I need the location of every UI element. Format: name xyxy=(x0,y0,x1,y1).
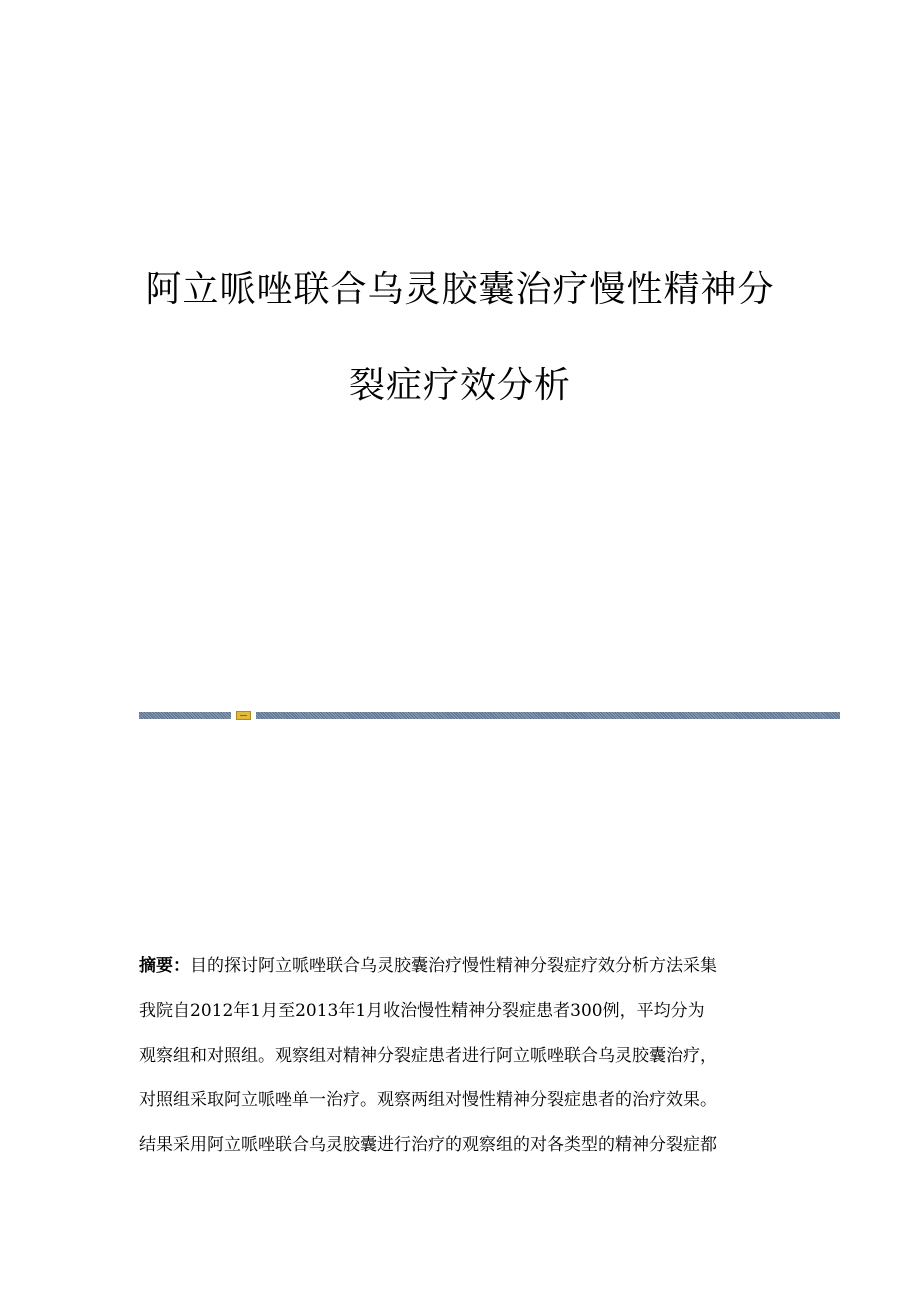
abstract-line-1 xyxy=(139,953,789,979)
abstract-line-2: 我院自2012年1月至2013年1月收治慢性精神分裂症患者300例，平均分为 xyxy=(139,1001,705,1021)
abstract-line-5: 结果采用阿立哌唑联合乌灵胶囊进行治疗的观察组的对各类型的精神分裂症都 xyxy=(139,1135,717,1155)
abstract-line-3: 观察组和对照组。观察组对精神分裂症患者进行阿立哌唑联合乌灵胶囊治疗， xyxy=(139,1046,717,1066)
abstract-label: 摘要： xyxy=(139,956,190,976)
decorative-divider xyxy=(139,711,840,721)
divider-ornament-icon xyxy=(236,711,251,720)
abstract-line-4: 对照组采取阿立哌唑单一治疗。观察两组对慢性精神分裂症患者的治疗效果。 xyxy=(139,1090,717,1110)
document-title-line-2: 裂症疗效分析 xyxy=(348,365,571,406)
divider-bar-right xyxy=(256,712,840,719)
divider-bar-left xyxy=(139,712,231,719)
document-title-line-1: 阿立哌唑联合乌灵胶囊治疗慢性精神分 xyxy=(145,269,775,310)
abstract-text-1: 目的探讨阿立哌唑联合乌灵胶囊治疗慢性精神分裂症疗效分析方法采集 xyxy=(190,956,717,976)
